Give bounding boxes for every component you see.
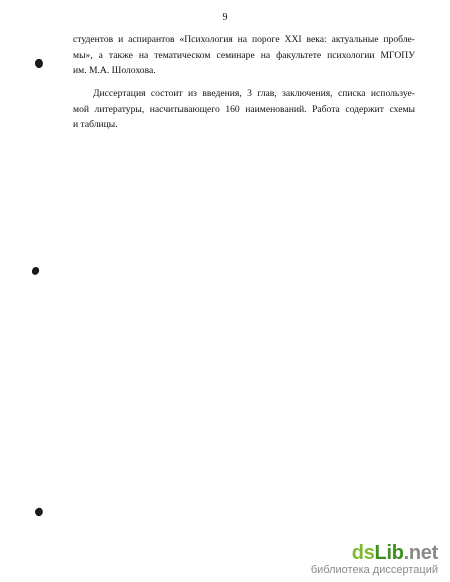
dslib-watermark — [311, 543, 438, 576]
ink-blot — [33, 506, 44, 517]
ink-blot — [31, 266, 40, 276]
text-line: им. М.А. Шолохова. — [73, 65, 156, 76]
ink-blot — [34, 58, 45, 69]
text-line: мы», а также на тематическом семинаре на факультете психологии МГОПУ — [73, 49, 415, 61]
text-line: и таблицы. — [73, 119, 118, 130]
paragraph-structure — [73, 86, 415, 133]
paragraph-approbation — [73, 32, 415, 79]
text-line: мой литературы, насчитывающего 160 наименований. Работа содержит схемы — [73, 103, 415, 115]
page-number: 9 — [222, 12, 228, 23]
text-line: студентов и аспирантов «Психология на пороге XXI века: актуальные пробле- — [73, 34, 415, 45]
watermark-caption: библиотека диссертаций — [310, 564, 438, 576]
text-line: Диссертация состоит из введения, 3 глав, заключения, списка используе- — [93, 88, 415, 99]
dslib-logo: dsLib.net — [351, 542, 438, 564]
